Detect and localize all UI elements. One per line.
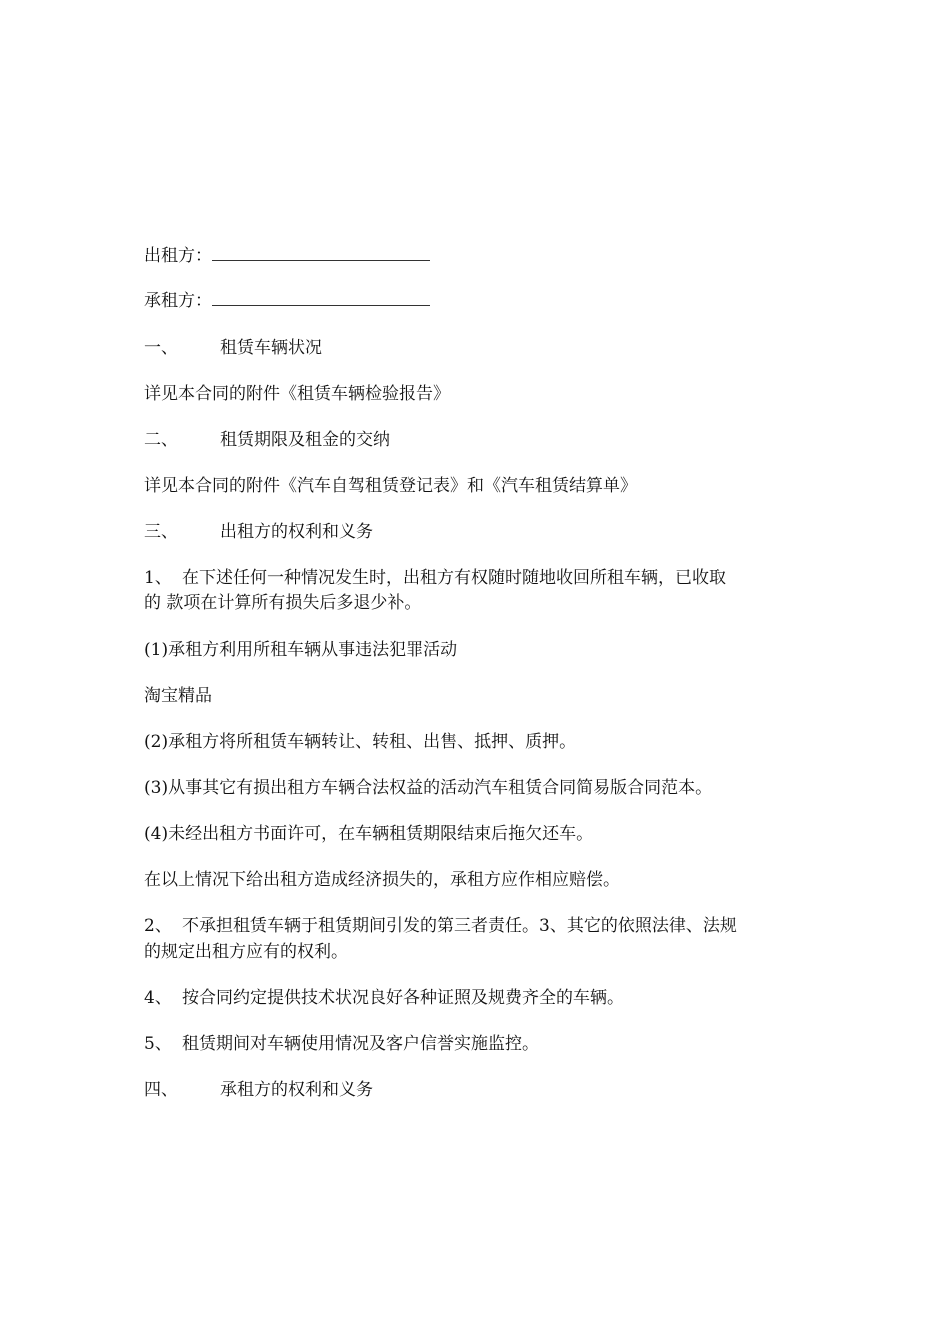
- sub-item-2: (2)承租方将所租赁车辆转让、转租、出售、抵押、质押。: [144, 732, 577, 752]
- item-1-line2: 的 款项在计算所有损失后多退少补。: [144, 593, 422, 613]
- sub-item-1: (1)承租方利用所租车辆从事违法犯罪活动: [144, 640, 458, 660]
- lessor-line: [144, 245, 430, 267]
- lessee-blank[interactable]: [212, 291, 430, 306]
- item-1-number: 1、: [144, 568, 172, 588]
- item-5-text: 租赁期间对车辆使用情况及客户信誉实施监控。: [182, 1034, 539, 1054]
- watermark-text: 淘宝精品: [144, 686, 212, 706]
- section-2-number: 二、: [144, 430, 178, 450]
- lessee-line: [144, 290, 430, 312]
- section-1-heading: [144, 337, 322, 359]
- section-3-number: 三、: [144, 522, 178, 542]
- sub-item-3: (3)从事其它有损出租方车辆合法权益的活动汽车租赁合同简易版合同范本。: [144, 778, 713, 798]
- section-1-number: 一、: [144, 338, 178, 358]
- lessor-blank[interactable]: [212, 246, 430, 261]
- lessee-label: 承租方：: [144, 291, 212, 311]
- compensation-text: 在以上情况下给出租方造成经济损失的，承租方应作相应赔偿。: [144, 870, 620, 890]
- item-4-number: 4、: [144, 988, 172, 1008]
- section-2-heading: [144, 429, 390, 451]
- lessor-label: 出租方：: [144, 246, 212, 266]
- item-2-number: 2、: [144, 916, 172, 936]
- section-2-title: 租赁期限及租金的交纳: [220, 430, 390, 450]
- section-3-title: 出租方的权利和义务: [220, 522, 373, 542]
- section-2-text: 详见本合同的附件《汽车自驾租赁登记表》和《汽车租赁结算单》: [144, 476, 637, 496]
- sub-item-4: (4)未经出租方书面许可，在车辆租赁期限结束后拖欠还车。: [144, 824, 594, 844]
- item-5: [144, 1033, 539, 1055]
- section-4-number: 四、: [144, 1080, 178, 1100]
- section-1-title: 租赁车辆状况: [220, 338, 322, 358]
- item-4-text: 按合同约定提供技术状况良好各种证照及规费齐全的车辆。: [182, 988, 624, 1008]
- section-4-heading: [144, 1079, 373, 1101]
- item-1-text: 在下述任何一种情况发生时，出租方有权随时随地收回所租车辆，已收取: [182, 568, 726, 588]
- item-4: [144, 987, 624, 1009]
- item-2-text: 不承担租赁车辆于租赁期间引发的第三者责任。3、其它的依照法律、法规: [182, 916, 737, 936]
- section-4-title: 承租方的权利和义务: [220, 1080, 373, 1100]
- item-1-line1: [144, 567, 726, 589]
- item-2-line2: 的规定出租方应有的权利。: [144, 942, 348, 962]
- section-1-text: 详见本合同的附件《租赁车辆检验报告》: [144, 384, 450, 404]
- item-5-number: 5、: [144, 1034, 172, 1054]
- section-3-heading: [144, 521, 373, 543]
- item-2-line1: [144, 915, 737, 937]
